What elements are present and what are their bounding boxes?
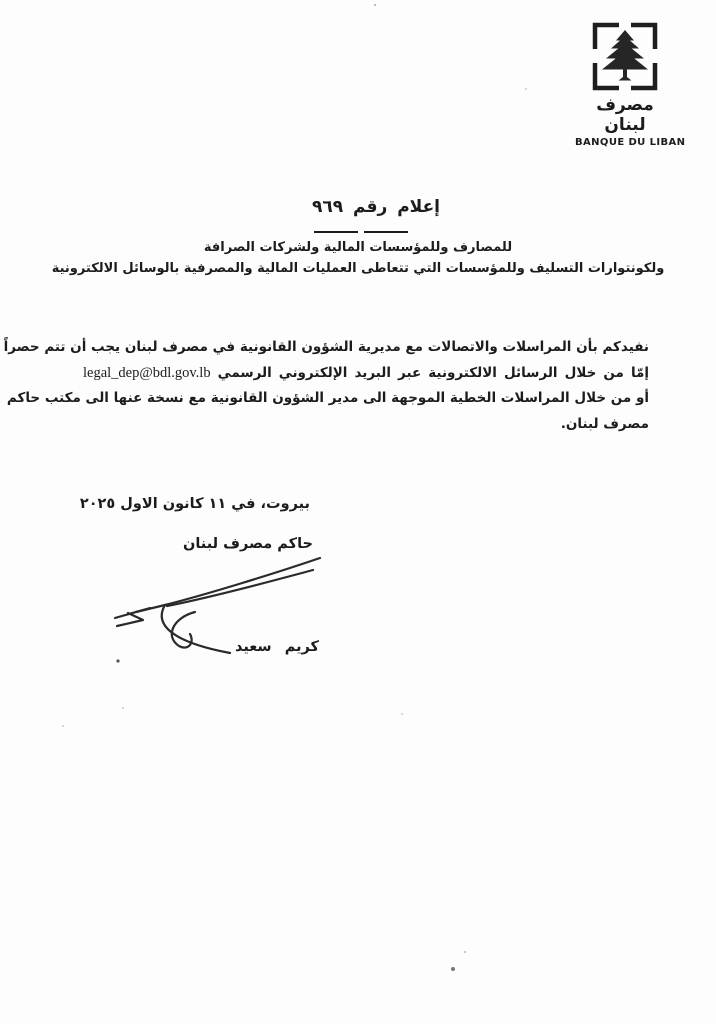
cedar-tree-icon: [602, 30, 648, 81]
addressee-line-1: للمصارف وللمؤسسات المالية ولشركات الصرافة: [203, 240, 513, 255]
bdl-logo: [575, 22, 686, 148]
scan-speck: [451, 967, 455, 971]
scan-speck: [464, 951, 466, 953]
body-line-1: نفيدكم بأن المراسلات والاتصالات مع مديرية الشؤون القانونية في مصرف لبنان يجب أن تتم حصراً: [3, 339, 649, 355]
scan-speck: [401, 713, 403, 715]
bdl-logo-icon: [592, 22, 658, 92]
signatory-name: كريم سعيد: [234, 639, 319, 655]
body-paragraph: [3, 335, 649, 437]
body-line-2: [83, 361, 649, 387]
body-line-4: مصرف لبنان.: [560, 415, 649, 432]
logo-latin-name: BANQUE DU LIBAN: [575, 137, 686, 148]
ink-dot: [116, 659, 119, 662]
document-title: إعلام رقم ٩٦٩: [311, 197, 441, 217]
date-line: بيروت، في ١١ كانون الاول ٢٠٢٥: [79, 496, 310, 512]
body-line-2-text: إمّا من خلال الرسائل الالكترونية عبر البريد الإلكتروني الرسمي: [210, 364, 649, 381]
email-address: legal_dep@bdl.gov.lb: [83, 364, 211, 381]
signatory-title: حاكم مصرف لبنان: [182, 536, 313, 552]
addressee-line-2: ولكونتوارات التسليف وللمؤسسات التي تتعاطى العمليات المالية والمصرفية بالوسائل الالكترونية: [51, 261, 665, 276]
scan-speck: [525, 88, 527, 90]
scan-speck: [122, 707, 124, 709]
scan-speck: [62, 725, 64, 727]
scan-speck: [374, 4, 376, 6]
body-line-3: أو من خلال المراسلات الخطية الموجهة الى مدير الشؤون القانونية مع نسخة عنها الى مكتب حاكم: [6, 390, 649, 406]
title-underline: [314, 231, 408, 233]
logo-arabic-name: مصرف لبنان: [596, 95, 654, 135]
